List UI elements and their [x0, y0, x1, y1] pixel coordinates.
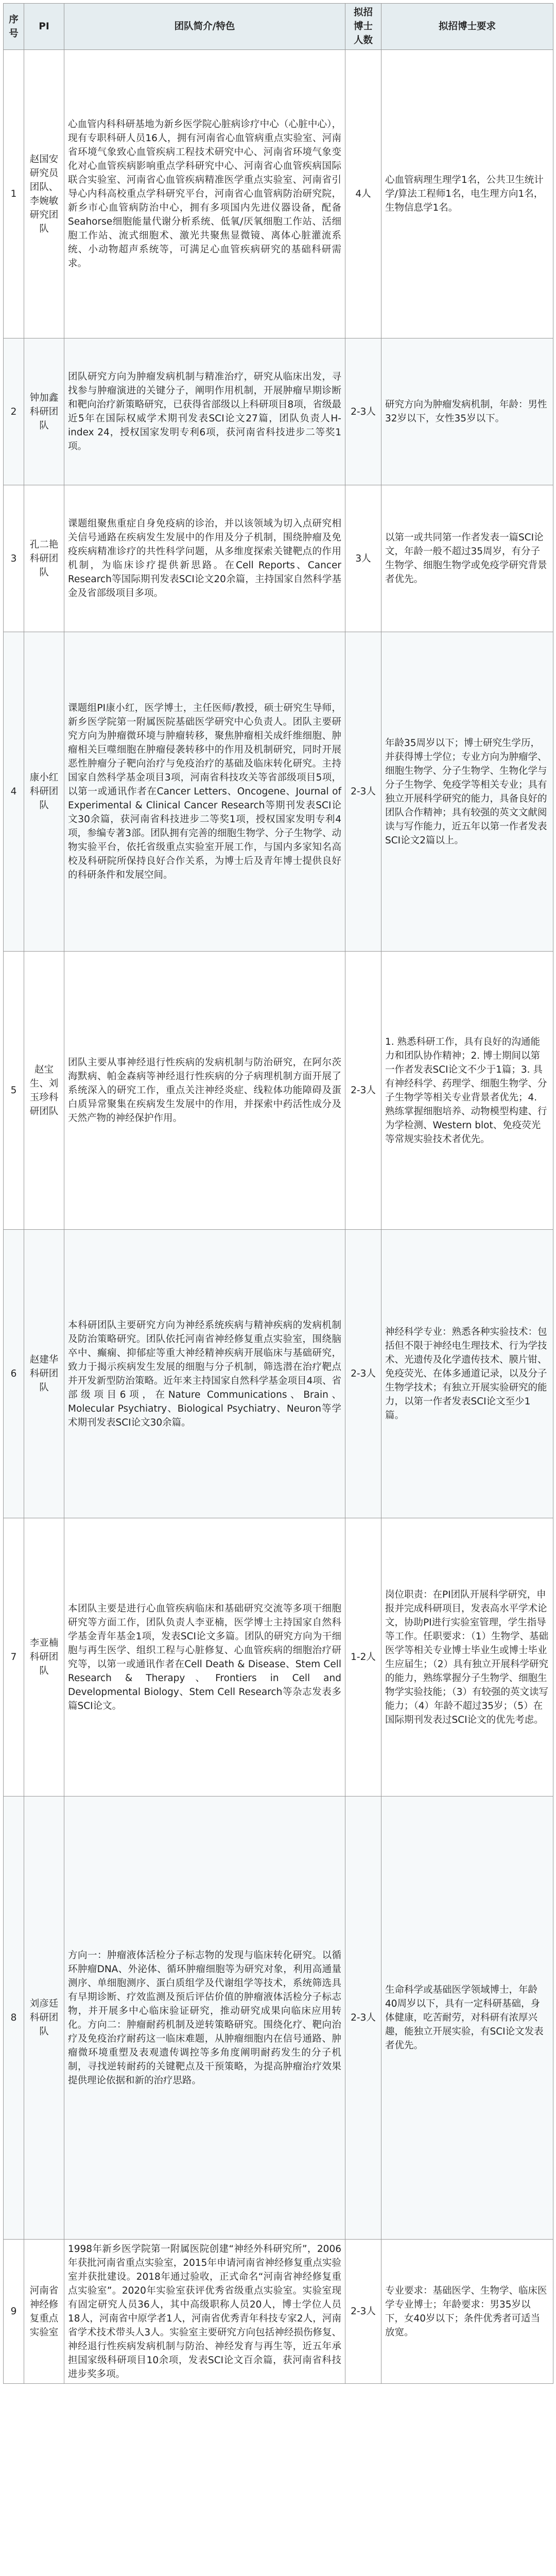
row-intro: 本团队主要是进行心血管疾病临床和基础研究交流等多项干细胞研究等方面工作，团队负责人李亚楠，医学博士主持国家自然科学基金青年基金1项，发表SCI论文多篇。团队的研究方向为干细胞与再生医学、组织工程与心脏修复、心血管疾病的细胞治疗研究等，以第一或通讯作者在Cell Death & Disease、Stem Cell Research & Therapy、Frontiers in Cell and Developmental Biology、Stem Cell Research等杂志发表多篇SCI论文。	[64, 1518, 345, 1797]
row-requirement: 专业要求：基础医学、生物学、临床医学专业博士；年龄要求：男35岁以下，女40岁以下；条件优秀者可适当放宽。	[381, 2240, 553, 2384]
row-index: 5	[4, 952, 24, 1230]
row-count: 2-3人	[345, 1797, 381, 2240]
row-requirement: 生命科学或基础医学领域博士，年龄40周岁以下，具有一定科研基础，身体健康，吃苦耐劳，对科研有浓厚兴趣，能独立开展实验，有SCI论文发表者优先。	[381, 1797, 553, 2240]
row-requirement: 心血管病理生理学1名，公共卫生统计学/算法工程师1名，电生理方向1名，生物信息学1名。	[381, 50, 553, 338]
table-row	[4, 50, 553, 338]
row-intro: 团队主要从事神经退行性疾病的发病机制与防治研究，在阿尔茨海默病、帕金森病等神经退行性疾病的分子病理机制方面开展了系统深入的研究工作，重点关注神经炎症、线粒体功能障碍及蛋白质异常聚集在疾病发生发展中的作用，并探索中药活性成分及天然产物的神经保护作用。	[64, 952, 345, 1230]
row-count: 4人	[345, 50, 381, 338]
table-row	[4, 1797, 553, 2240]
row-pi: 赵国安研究员团队、李婉敏研究团队	[24, 50, 64, 338]
row-intro: 1998年新乡医学院第一附属医院创建“神经外科研究所”，2006年获批河南省重点实验室，2015年申请河南省神经修复重点实验室并获批建设。2018年通过验收，正式命名“河南省神经修复重点实验室”。2020年实验室获评优秀省级重点实验室。实验室现有固定研究人员36人，其中高级职称人员20人，博士学位人员18人，河南省中原学者1人，河南省优秀青年科技专家2人，河南省学术技术带头人3人。实验室主要研究方向包括神经损伤修复、神经退行性疾病发病机制与防治、神经发育与再生等，近五年承担国家级科研项目10余项，发表SCI论文百余篇，获河南省科技进步奖多项。	[64, 2240, 345, 2384]
header-intro: 团队简介/特色	[64, 4, 345, 50]
table-row	[4, 1230, 553, 1518]
row-count: 3人	[345, 485, 381, 632]
row-pi: 赵建华科研团队	[24, 1230, 64, 1518]
row-count: 2-3人	[345, 338, 381, 485]
row-requirement: 神经科学专业：熟悉各种实验技术：包括但不限于神经电生理技术、行为学技术、光遗传及化学遗传技术、膜片钳、免疫荧光、在体多通道记录，以及分子生物学技术；有独立开展实验研究的能力，以第一作者发表SCI论文至少1篇。	[381, 1230, 553, 1518]
row-index: 2	[4, 338, 24, 485]
row-requirement: 岗位职责：在PI团队开展科学研究，申报并完成科研项目，发表高水平学术论文，协助PI进行实验室管理，学生指导等工作。任职要求：（1）生物学、基础医学等相关专业博士毕业生或博士毕业生应届生；（2）具有独立开展科学研究的能力，熟练掌握分子生物学、细胞生物学实验技能；（3）有较强的英文读写能力；（4）年龄不超过35岁；（5）在国际期刊发表过SCI论文的优先考虑。	[381, 1518, 553, 1797]
row-intro: 团队研究方向为肿瘤发病机制与精准治疗，研究从临床出发，寻找参与肿瘤演进的关键分子，阐明作用机制，开展肿瘤早期诊断和靶向治疗新策略研究，已获得省部级以上科研项目8项，省级最近5年在国际权威学术期刊发表SCI论文27篇，团队负责人H-index 24，授权国家发明专利6项，获河南省科技进步二等奖1项。	[64, 338, 345, 485]
row-index: 3	[4, 485, 24, 632]
row-intro: 本科研团队主要研究方向为神经系统疾病与精神疾病的发病机制及防治策略研究。团队依托河南省神经修复重点实验室，围绕脑卒中、癫痫、抑郁症等重大神经精神疾病开展临床与基础研究，致力于揭示疾病发生发展的细胞与分子机制，筛选潜在治疗靶点并开发新型防治策略。近年来主持国家自然科学基金项目4项、省部级项目6项，在Nature Communications、Brain、Molecular Psychiatry、Biological Psychiatry、Neuron等学术期刊发表SCI论文30余篇。	[64, 1230, 345, 1518]
row-count: 2-3人	[345, 632, 381, 952]
row-index: 6	[4, 1230, 24, 1518]
row-index: 8	[4, 1797, 24, 2240]
row-count: 2-3人	[345, 952, 381, 1230]
table-header-row	[4, 4, 553, 50]
row-requirement: 研究方向为肿瘤发病机制，年龄：男性32岁以下，女性35岁以下。	[381, 338, 553, 485]
row-requirement: 年龄35周岁以下；博士研究生学历，并获得博士学位；专业方向为肿瘤学、细胞生物学、分子生物学、生物化学与分子生物学、免疫学等相关专业；具有独立开展科学研究的能力，具备良好的团队合作精神；具有较强的英文文献阅读与写作能力，近五年以第一作者发表SCI论文2篇以上。	[381, 632, 553, 952]
row-pi: 孔二艳科研团队	[24, 485, 64, 632]
row-pi: 赵宝生、刘玉珍科研团队	[24, 952, 64, 1230]
row-intro: 课题组PI康小红，医学博士，主任医师/教授，硕士研究生导师，新乡医学院第一附属医院基础医学研究中心负责人。团队主要研究方向为肿瘤微环境与肿瘤转移，聚焦肿瘤相关成纤维细胞、肿瘤相关巨噬细胞在肿瘤侵袭转移中的作用及机制研究，同时开展恶性肿瘤分子靶向治疗与免疫治疗的基础及临床转化研究。主持国家自然科学基金项目3项，河南省科技攻关等省部级项目5项，以第一或通讯作者在Cancer Letters、Oncogene、Journal of Experimental & Clinical Cancer Research等期刊发表SCI论文30余篇，获河南省科技进步二等奖1项，授权国家发明专利4项，参编专著3部。团队拥有完善的细胞生物学、分子生物学、动物实验平台，依托省级重点实验室开展工作，与国内多家知名高校及科研院所保持良好合作关系，为博士后及青年博士提供良好的科研条件和发展空间。	[64, 632, 345, 952]
table-row	[4, 632, 553, 952]
row-count: 2-3人	[345, 1230, 381, 1518]
recruitment-table	[3, 3, 553, 2384]
row-requirement: 以第一或共同第一作者发表一篇SCI论文，年龄一般不超过35周岁，有分子生物学、细胞生物学或免疫学研究背景者优先。	[381, 485, 553, 632]
table-row	[4, 2240, 553, 2384]
row-intro: 心血管内科科研基地为新乡医学院心脏病诊疗中心（心脏中心），现有专职科研人员16人，拥有河南省心血管病重点实验室、河南省环境气象致心血管疾病工程技术研究中心、河南省环境气象变化对心血管疾病影响重点学科研究中心、河南省心血管疾病国际联合实验室、河南省心血管疾病精准医学重点实验室、河南省引导心内科高校重点学科研究平台，河南省心血管病防治研究院，新乡市心血管病防治中心，拥有多项国内先进仪器设备，配备Seahorse细胞能量代谢分析系统、低氧/厌氧细胞工作站、活细胞工作站、流式细胞术、激光共聚焦显微镜、离体心脏灌流系统、小动物超声系统等，可满足心血管疾病研究的基础科研需求。	[64, 50, 345, 338]
row-intro: 课题组聚焦重症自身免疫病的诊治，并以该领域为切入点研究相关信号通路在疾病发生发展中的作用及分子机制，围绕肿瘤及免疫疾病精准诊疗的共性科学问题，从多维度探索关键靶点的作用机制，为临床诊疗提供新思路。在Cell Reports、Cancer Research等国际期刊发表SCI论文20余篇，主持国家自然科学基金及省部级项目多项。	[64, 485, 345, 632]
row-index: 4	[4, 632, 24, 952]
table-row	[4, 485, 553, 632]
row-count: 1-2人	[345, 1518, 381, 1797]
header-requirement: 拟招博士要求	[381, 4, 553, 50]
header-count: 拟招博士人数	[345, 4, 381, 50]
row-requirement: 1. 熟悉科研工作，具有良好的沟通能力和团队协作精神；2. 博士期间以第一作者发表SCI论文不少于1篇；3. 具有神经科学、药理学、细胞生物学、分子生物学等相关专业背景者优先；4. 熟练掌握细胞培养、动物模型构建、行为学检测、Western blot、免疫荧光等常规实验技术者优先。	[381, 952, 553, 1230]
table-row	[4, 1518, 553, 1797]
row-index: 7	[4, 1518, 24, 1797]
table-row	[4, 952, 553, 1230]
row-index: 1	[4, 50, 24, 338]
row-intro: 方向一：肿瘤液体活检分子标志物的发现与临床转化研究。以循环肿瘤DNA、外泌体、循环肿瘤细胞等为研究对象，利用高通量测序、单细胞测序、蛋白质组学及代谢组学等技术，系统筛选具有早期诊断、疗效监测及预后评估价值的肿瘤液体活检分子标志物，并开展多中心临床验证研究，推动研究成果向临床应用转化。方向二：肿瘤耐药机制及逆转策略研究。围绕化疗、靶向治疗及免疫治疗耐药这一临床难题，从肿瘤细胞内在信号通路、肿瘤微环境重塑及表观遗传调控等多角度阐明耐药发生的分子机制，寻找逆转耐药的关键靶点及干预策略，为提高肿瘤治疗效果提供理论依据和新的治疗思路。	[64, 1797, 345, 2240]
row-index: 9	[4, 2240, 24, 2384]
row-pi: 钟加鑫科研团队	[24, 338, 64, 485]
table-row	[4, 338, 553, 485]
row-pi: 康小红科研团队	[24, 632, 64, 952]
row-count: 2-3人	[345, 2240, 381, 2384]
row-pi: 河南省神经修复重点实验室	[24, 2240, 64, 2384]
header-index: 序号	[4, 4, 24, 50]
row-pi: 李亚楠科研团队	[24, 1518, 64, 1797]
header-pi: PI	[24, 4, 64, 50]
row-pi: 刘彦廷科研团队	[24, 1797, 64, 2240]
